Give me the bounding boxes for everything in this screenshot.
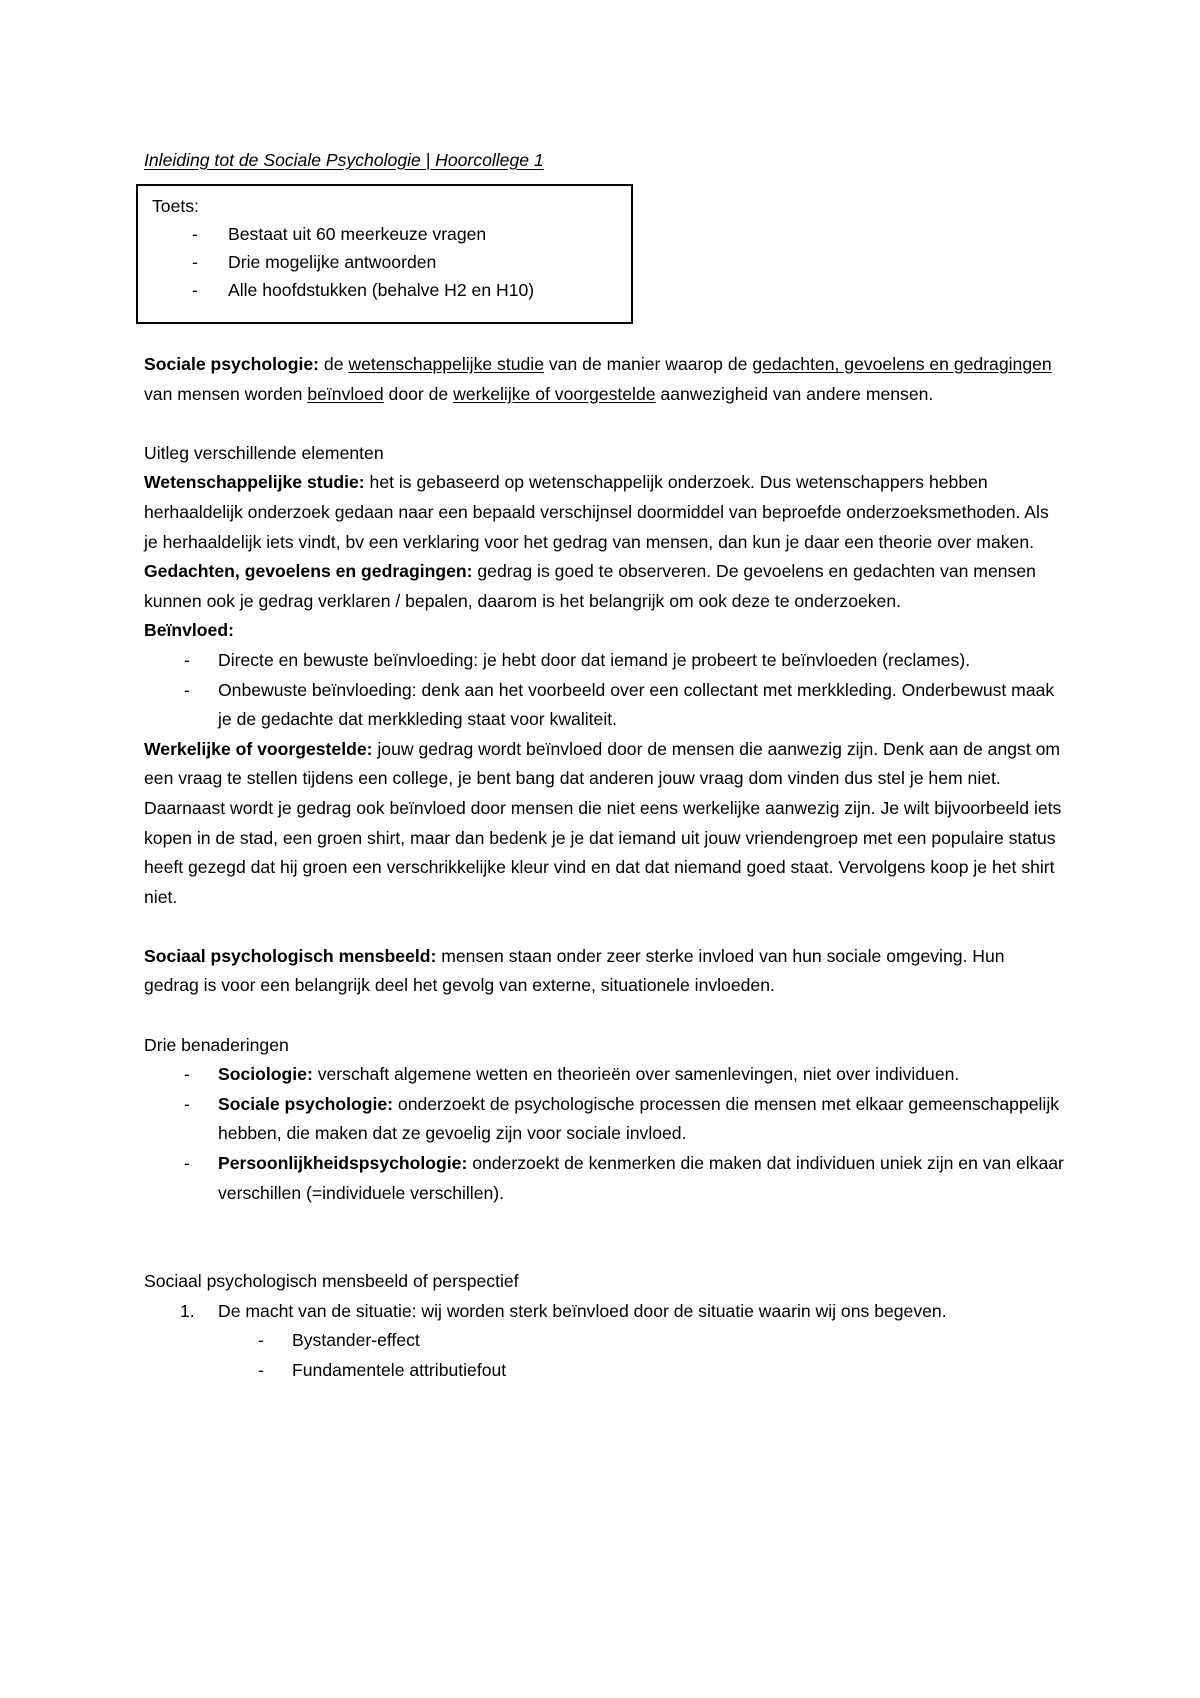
toets-item: - Drie mogelijke antwoorden <box>152 248 631 276</box>
toets-item: - Alle hoofdstukken (behalve H2 en H10) <box>152 276 631 304</box>
dash-bullet: - <box>192 252 198 272</box>
uitleg-heading: Uitleg verschillende elementen <box>144 442 384 463</box>
dash-bullet: - <box>184 1153 190 1174</box>
dash-bullet: - <box>192 224 198 244</box>
mensbeeld-paragraph: Sociaal psychologisch mensbeeld: mensen staan onder zeer sterke invloed van hun sociale omgeving. Hun gedrag is voor een belangrijk deel het gevolg van externe, situationele invloeden. <box>144 945 1005 996</box>
beinvloed-heading: Beïnvloed: <box>144 620 234 641</box>
toets-box <box>136 184 633 324</box>
dash-bullet: - <box>258 1360 264 1380</box>
list-item: - Sociale psychologie: onderzoekt de psychologische processen die mensen met elkaar gemeenschappelijk hebben, die maken dat ze gevoelig zijn voor sociale invloed. <box>144 1090 1064 1149</box>
dash-bullet: - <box>184 649 190 670</box>
sub-list-item: - Bystander-effect <box>144 1326 1064 1356</box>
toets-heading: Toets: <box>152 196 199 216</box>
werkelijk-paragraph: Werkelijke of voorgestelde: jouw gedrag wordt beïnvloed door de mensen die aanwezig zijn. Denk aan de angst om een vraag te stellen tijdens een college, je bent bang dat anderen jouw vraag dom vinden dus stel je hem niet. Daarnaast wordt je gedrag ook beïnvloed door mensen die niet eens werkelijke aanwezig zijn. Je wilt bijvoorbeeld iets kopen in de stad, een groen shirt, maar dan bedenk je je dat iemand uit jouw vriendengroep met een populaire status heeft gezegd dat hij groen een verschrikkelijke kleur vind en dat dat niemand goed staat. Vervolgens koop je het shirt niet. <box>144 738 1062 907</box>
document-body <box>144 350 1064 1386</box>
gedachten-paragraph: Gedachten, gevoelens en gedragingen: gedrag is goed te observeren. De gevoelens en gedachten van mensen kunnen ook je gedrag verklaren / bepalen, daarom is het belangrijk om ook deze te onderzoeken. <box>144 561 1036 611</box>
dash-bullet: - <box>184 679 190 700</box>
dash-bullet: - <box>258 1330 264 1351</box>
benaderingen-heading: Drie benaderingen <box>144 1034 289 1055</box>
list-item: - Onbewuste beïnvloeding: denk aan het voorbeeld over een collectant met merkkleding. Onderbewust maak je de gedachte dat merkkleding staat voor kwaliteit. <box>144 676 1064 735</box>
toets-item: - Bestaat uit 60 meerkeuze vragen <box>152 220 631 248</box>
item-number: 1. <box>180 1300 195 1321</box>
dash-bullet: - <box>184 1064 190 1085</box>
numbered-item: 1. De macht van de situatie: wij worden sterk beïnvloed door de situatie waarin wij ons begeven. <box>144 1297 1064 1327</box>
list-item: - Directe en bewuste beïnvloeding: je hebt door dat iemand je probeert te beïnvloeden (reclames). <box>144 646 1064 676</box>
definition-paragraph: Sociale psychologie: de wetenschappelijke studie van de manier waarop de gedachten, gevoelens en gedragingen van mensen worden beïnvloed door de werkelijke of voorgestelde aanwezigheid van andere mensen. <box>144 354 1052 404</box>
sub-list-item: - Fundamentele attributiefout <box>144 1356 1064 1386</box>
wetenschappelijk-paragraph: Wetenschappelijke studie: het is gebaseerd op wetenschappelijk onderzoek. Dus wetenschappers hebben herhaaldelijk onderzoek gedaan naar een bepaald verschijnsel doormiddel van beproefde onderzoeksmethoden. Als je herhaaldelijk iets vindt, bv een verklaring voor het gedrag van mensen, dan kun je daar een theorie over maken. <box>144 472 1049 552</box>
list-item: - Sociologie: verschaft algemene wetten en theorieën over samenlevingen, niet over individuen. <box>144 1060 1064 1090</box>
list-item: - Persoonlijkheidspsychologie: onderzoekt de kenmerken die maken dat individuen uniek zijn en van elkaar verschillen (=individuele verschillen). <box>144 1149 1064 1208</box>
perspectief-heading: Sociaal psychologisch mensbeeld of perspectief <box>144 1271 519 1292</box>
document-title: Inleiding tot de Sociale Psychologie | Hoorcollege 1 <box>144 150 544 170</box>
dash-bullet: - <box>184 1093 190 1114</box>
dash-bullet: - <box>192 280 198 300</box>
